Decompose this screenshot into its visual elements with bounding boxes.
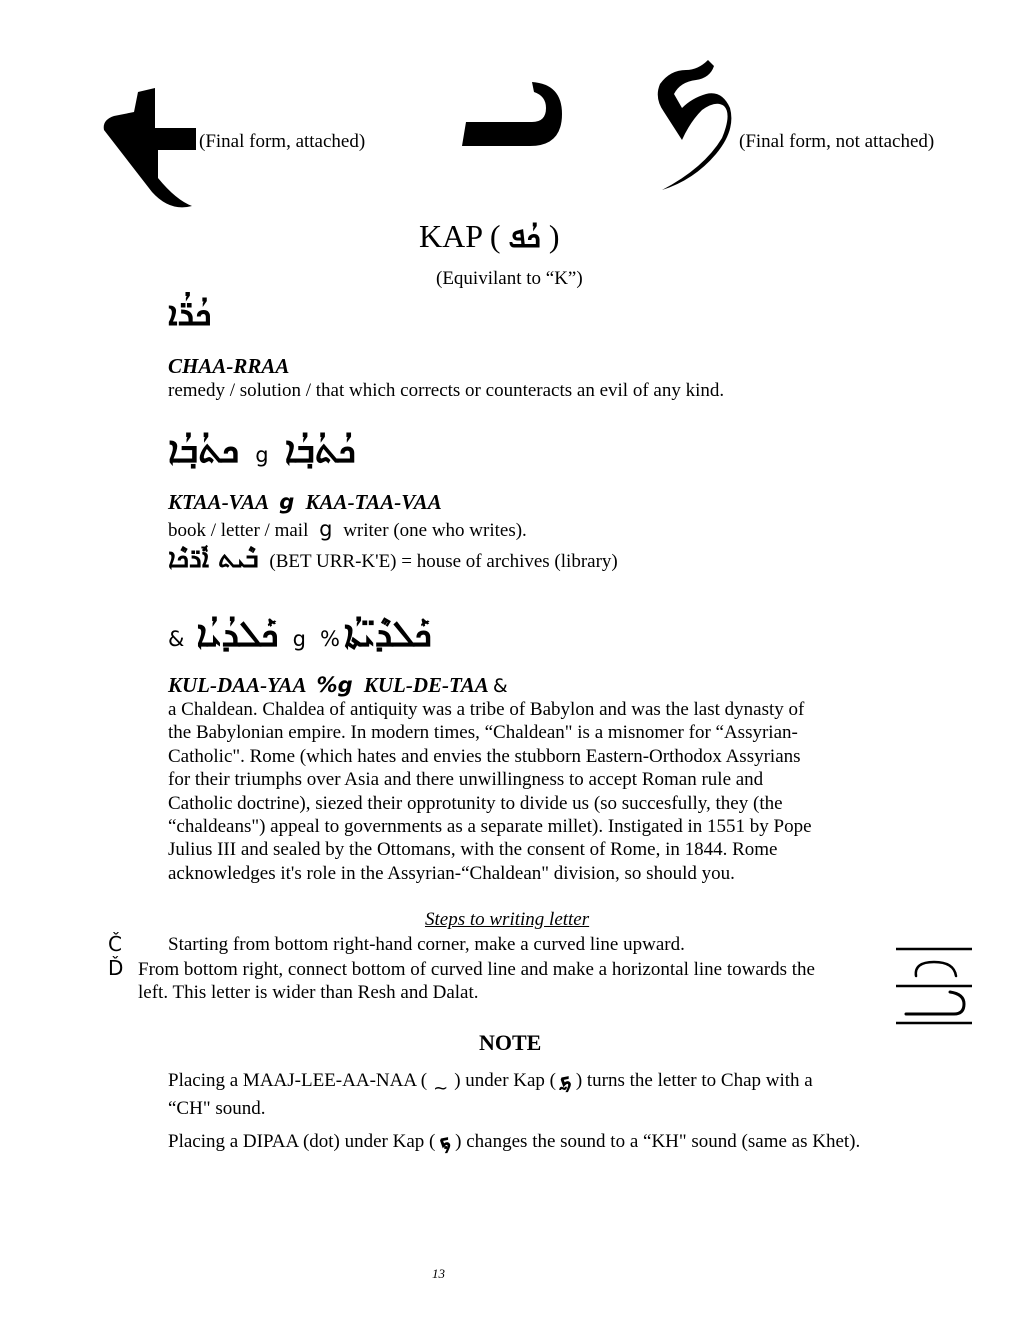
entry3-syriac-left: ܟܰܠܕܳܝܳܐ [196, 614, 279, 655]
note-line1-b: ) under Kap ( [454, 1070, 557, 1091]
page-title [419, 218, 559, 255]
final-attached-caption: (Final form, attached) [199, 131, 366, 152]
step1-text: Starting from bottom right-hand corner, make a curved line upward. [168, 934, 685, 955]
entry2-extra [168, 544, 618, 574]
entry3-translit-sep: %g [316, 673, 353, 697]
entry3-pct-symbol: % [320, 627, 340, 651]
entry3-translit-right: KUL-DE-TAA [363, 673, 488, 697]
step1-marker: Č [108, 932, 122, 956]
steps-title: Steps to writing letter [425, 909, 590, 930]
step2-line: left. This letter is wider than Resh and Dalat. [138, 982, 479, 1004]
title-close-paren: ) [548, 218, 560, 254]
note-heading: NOTE [479, 1030, 542, 1055]
letter-stroke-diagram-icon [894, 946, 974, 1026]
entry1-meaning: remedy / solution / that which corrects or counteracts an evil of any kind. [168, 380, 725, 401]
note-line3-syriac: ܟ݂ [439, 1128, 452, 1153]
paragraph-line: “chaldeans") appeal to governments as a separate millet). Instigated in 1551 by Pope [168, 816, 812, 838]
paragraph-line: acknowledges it's role in the Assyrian-“Chaldean" division, so should you. [168, 862, 735, 884]
entry3-syriac-right: ܟܰܠܕܶܝ̈ܬܳܐ [343, 614, 432, 655]
step2-text [138, 958, 878, 1005]
entry3-paragraph [168, 698, 868, 885]
entry3-g-symbol: g [292, 627, 306, 651]
entry3-syriac-row [168, 614, 432, 656]
kap-medial-glyph-icon [652, 56, 736, 192]
entry2-extra-syriac: ܒܶܝܬ ܐܽܪ̈ܟܶܐ [168, 544, 259, 574]
paragraph-line: the Babylonian empire. In modern times, “Chaldean" is a misnomer for “Assyrian- [168, 722, 798, 744]
kap-syriac-glyph-icon [458, 78, 568, 150]
entry3-translit-left: KUL-DAA-YAA [168, 673, 306, 697]
kap-final-attached-glyph-icon [100, 82, 200, 212]
tilde-mark-icon: ~ [433, 1078, 449, 1099]
note-line1-syriac: ܟ̰ [560, 1067, 572, 1092]
entry2-translit-sep: g [279, 490, 295, 514]
entry2-meaning [168, 518, 527, 542]
note-line1-a: Placing a MAAJ-LEE-AA-NAA ( [168, 1070, 428, 1091]
entry2-translit-left: KTAA-VAA [168, 490, 268, 514]
entry3-translit-amp: & [492, 675, 508, 697]
entry3-transliteration [168, 673, 508, 698]
title-latin: KAP [419, 218, 482, 254]
paragraph-line: Julius III and sealed by the Ottomans, with the consent of Rome, in 1844. Rome [168, 839, 778, 861]
equivalent-note: (Equivilant to “K”) [436, 268, 583, 289]
entry2-syriac-row [168, 430, 356, 472]
entry2-translit-right: KAA-TAA-VAA [305, 490, 442, 514]
entry2-transliteration [168, 490, 442, 515]
entry2-separator: g [255, 443, 269, 467]
paragraph-line: a Chaldean. Chaldea of antiquity was a tribe of Babylon and was the last dynasty of [168, 699, 805, 720]
entry2-extra-text: (BET URR-K'E) = house of archives (library) [269, 551, 618, 572]
paragraph-line: Catholic doctrine), siezed their opprotunity to divide us (so succesfully, they (the [168, 792, 783, 814]
note-line1 [168, 1067, 813, 1099]
entry2-syriac-left: ܟܬܳܒ݂ܳܐ [168, 430, 240, 471]
entry2-meaning-sep: g [319, 517, 333, 541]
final-not-attached-caption: (Final form, not attached) [739, 131, 935, 152]
entry3-amp-symbol: & [168, 627, 185, 651]
note-line1-c: ) turns the letter to Chap with a [575, 1070, 813, 1091]
paragraph-line: Catholic". Rome (which hates and envies the stubborn Eastern-Orthodox Assyrians [168, 745, 801, 767]
step2-marker: Ď [108, 956, 124, 980]
entry2-meaning-right: writer (one who writes). [343, 520, 527, 541]
note-line3 [168, 1129, 860, 1153]
note-line3-b: ) changes the sound to a “KH" sound (same as Khet). [455, 1131, 861, 1152]
paragraph-line: for their triumphs over Asia and there unwillingness to accept Roman rule and [168, 769, 764, 791]
title-open-paren: ( [489, 218, 501, 254]
note-line3-a: Placing a DIPAA (dot) under Kap ( [168, 1131, 436, 1152]
entry2-meaning-left: book / letter / mail [168, 520, 309, 541]
page-number: 13 [432, 1266, 445, 1281]
title-syriac: ܟܳܦ [508, 220, 541, 255]
entry1-transliteration: CHAA-RRAA [168, 354, 290, 378]
entry1-syriac: ܟܳܪ̈ܳܐ [168, 294, 212, 334]
note-line2: “CH" sound. [168, 1098, 266, 1119]
entry2-syriac-right: ܟܳܬܳܒ݂ܳܐ [284, 430, 356, 471]
step2-line: From bottom right, connect bottom of curved line and make a horizontal line towards the [138, 959, 815, 980]
